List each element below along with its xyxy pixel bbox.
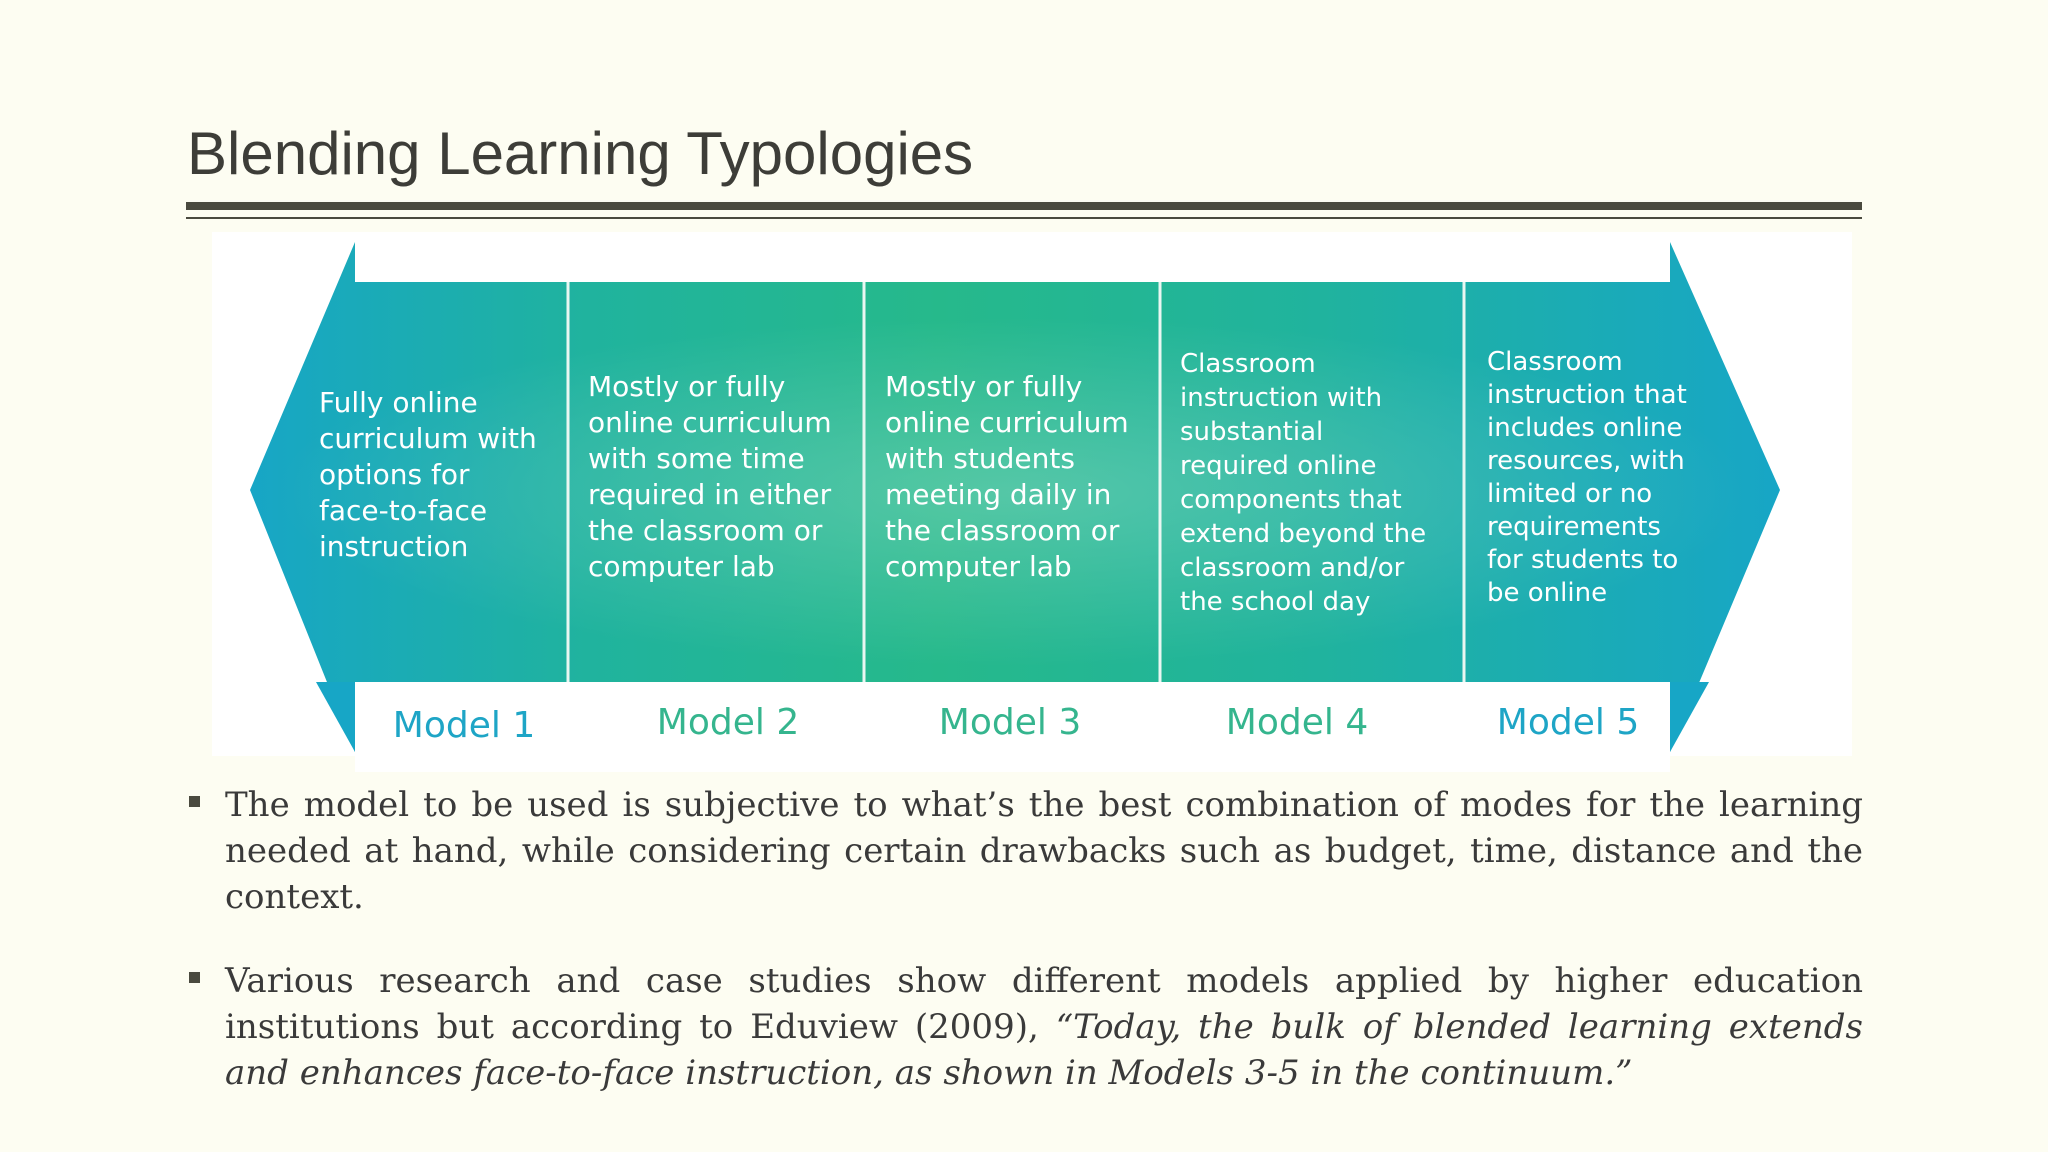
bullet-list <box>187 782 1863 1134</box>
bullet-text: Various research and case studies show different models applied by higher education institutions but according to Eduview (2009), <box>225 961 1863 1047</box>
bullet-item <box>187 782 1863 920</box>
title-underline-thin <box>186 217 1862 219</box>
model-5-label: Model 5 <box>1496 702 1640 743</box>
model-3-label: Model 3 <box>938 702 1082 743</box>
model-4-label: Model 4 <box>1225 702 1369 743</box>
bullet-square-icon <box>189 972 200 983</box>
bullet-quote: “Today, the bulk of blended learning extends and enhances face-to-face instruction, as shown in Models 3-5 in the continuum.” <box>225 1007 1863 1093</box>
bullet-text: The model to be used is subjective to what’s the best combination of modes for the learning needed at hand, while considering certain drawbacks such as budget, time, distance and the context. <box>225 785 1863 917</box>
left-arrow-tail <box>316 682 355 752</box>
bullet-square-icon <box>189 796 200 807</box>
title-underline-thick <box>186 202 1862 210</box>
model-2-description: Mostly or fully online curriculum with some time required in either the classroom or computer lab <box>588 370 832 583</box>
model-2-label: Model 2 <box>656 702 800 743</box>
model-1-label: Model 1 <box>392 705 536 746</box>
model-4-description: Classroom instruction with substantial required online components that extend beyond the classroom and/or the school day <box>1180 349 1427 617</box>
slide-title: Blending Learning Typologies <box>187 120 974 187</box>
blended-learning-continuum-diagram <box>212 232 1852 756</box>
model-1-description: Fully online curriculum with options for face-to-face instruction <box>319 386 537 563</box>
model-5-description: Classroom instruction that includes online resources, with limited or no requirements for students to be online <box>1487 347 1687 608</box>
bullet-item <box>187 958 1863 1096</box>
model-3-description: Mostly or fully online curriculum with students meeting daily in the classroom or computer lab <box>885 370 1129 583</box>
right-arrow-tail <box>1670 682 1709 752</box>
